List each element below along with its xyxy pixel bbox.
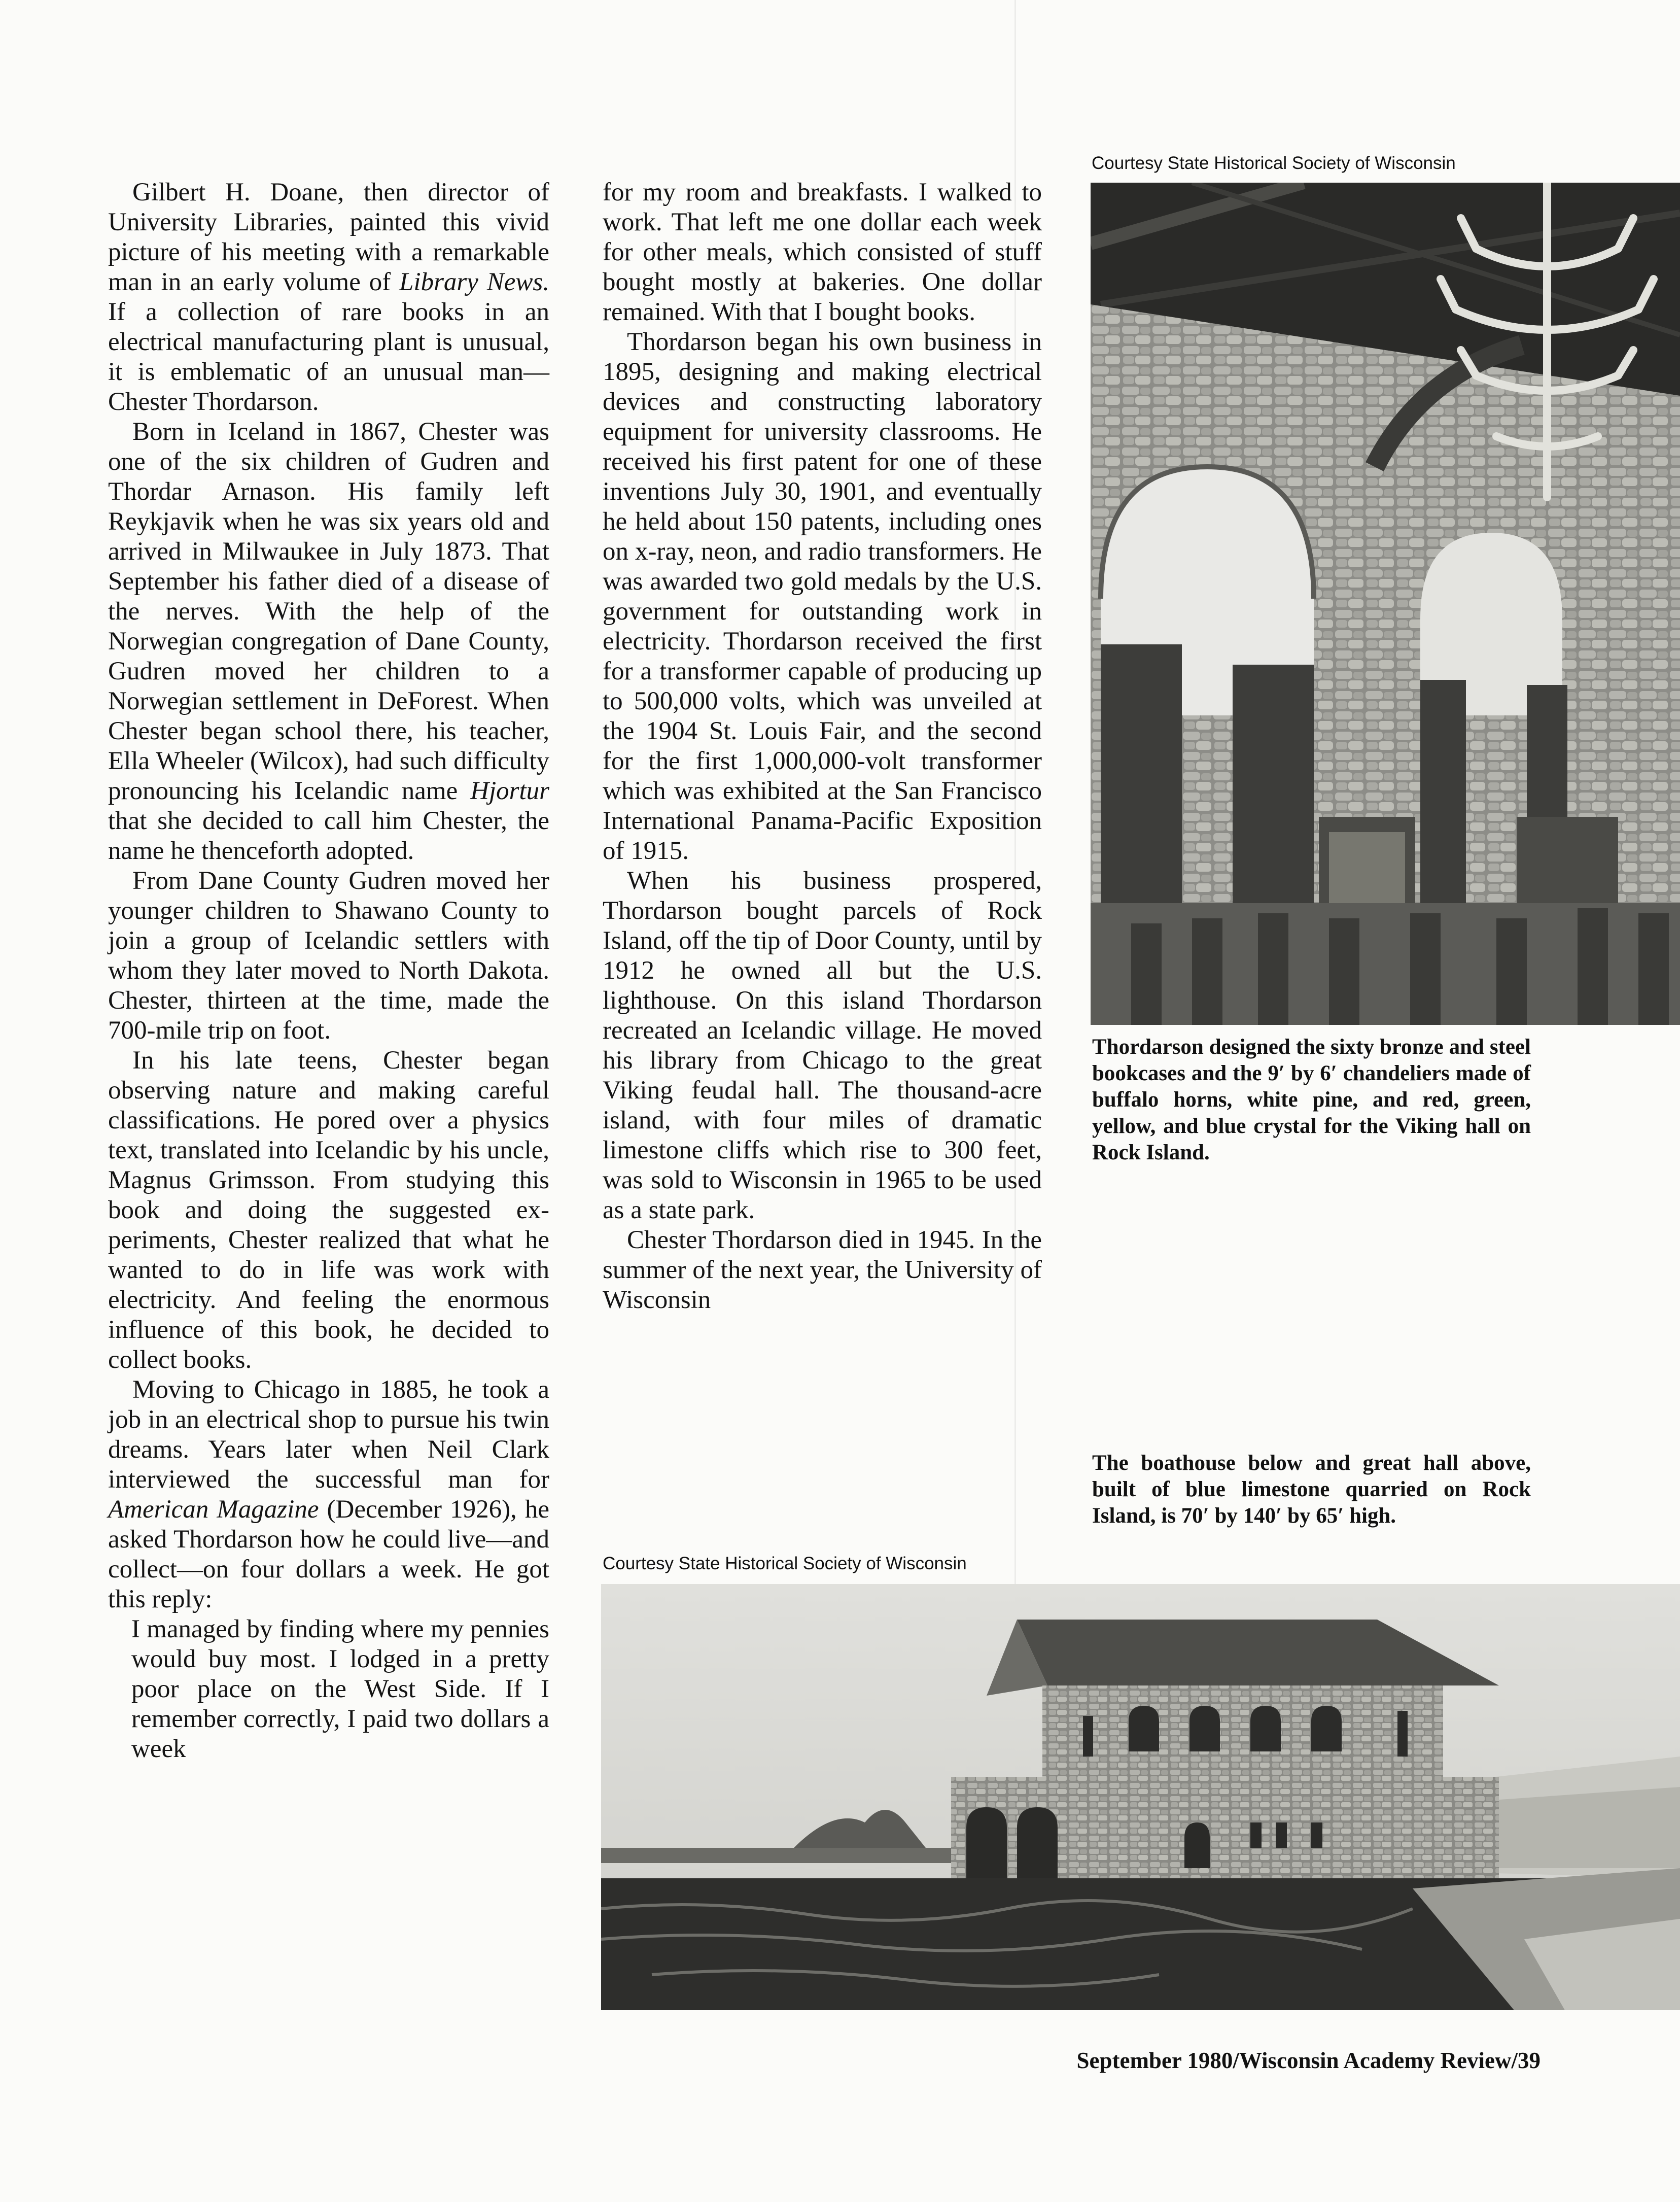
paragraph-5 — [108, 1375, 549, 1614]
paragraph-5-end: (December 1926), he asked Thordarson how he could live—and collect—on four dollars a week. He got this reply: — [108, 1495, 549, 1613]
boathouse-photo — [601, 1584, 1680, 2010]
boathouse-image — [601, 1584, 1680, 2010]
photo-credit-bottom: Courtesy State Historical Society of Wisconsin — [603, 1554, 967, 1573]
paragraph-1-text: Gilbert H. Doane, then director of University Libraries, painted this vivid picture of his meeting with a remarkable man in an early volume of — [108, 178, 549, 296]
photo-credit-top: Courtesy State Historical Society of Wisconsin — [1092, 153, 1456, 173]
caption-viking-hall: Thordarson designed the sixty bronze and steel bookcases and the 9′ by 6′ chandeliers made of buffalo horns, white pine, and red, green, yellow, and blue crystal for the Viking hall on Rock Island. — [1092, 1035, 1531, 1164]
viking-hall-photo — [1091, 183, 1680, 1025]
hjortur-name: Hjortur — [470, 777, 549, 805]
article-column-2 — [603, 178, 1042, 1315]
paragraph-7: When his business prospered, Thordarson bought parcels of Rock Island, off the tip of Door County, until by 1912 he owned all but the U.S. lighthouse. On this island Thordarson recreated an Icelandic village. He moved his library from Chicago to the great Viking feudal hall. The thousand-acre island, with four miles of dramatic limestone cliffs which rise to 300 feet, was sold to Wisconsin in 1965 to be used as a state park. — [603, 867, 1042, 1224]
page-footer: September 1980/Wisconsin Academy Review/39 — [1076, 2048, 1541, 2073]
caption-boathouse: The boathouse below and great hall above, built of blue limestone quarried on Rock Island, is 70′ by 140′ by 65′ high. — [1092, 1451, 1531, 1528]
block-quote: I managed by finding where my pennies would buy most. I lodged in a pretty poor place on the West Side. If I remember correctly, I paid two dollars a week — [131, 1615, 549, 1763]
paragraph-3: From Dane County Gudren moved her younger children to Shawano County to join a group of Icelandic settlers with whom they later moved to North Dakota. Chester, thirteen at the time, made the 700-mile trip on foot. — [108, 867, 549, 1045]
viking-hall-image — [1091, 183, 1680, 1025]
paragraph-4: In his late teens, Chester began observing nature and making careful classifications. He pored over a physics text, translated into Icelandic by his uncle, Magnus Grimsson. From studying this book and doing the suggested experiments, Chester realized that what he wanted to do in life was work with electricity. And feeling the enormous influence of this book, he decided to collect books. — [108, 1046, 549, 1374]
library-news-title: Library News. — [399, 268, 549, 296]
paragraph-2-text: Born in Iceland in 1867, Chester was one of the six children of Gudren and Thordar Arnason. His family left Reykjavik when he was six years old and arrived in Milwaukee in July 1873. That September his father died of a disease of the nerves. With the help of the Norwegian congregation of Dane County, Gudren moved her children to a Norwegian settlement in DeForest. When Chester began school there, his teacher, Ella Wheeler (Wilcox), had such difficulty pronouncing his Icelandic name — [108, 418, 549, 805]
quote-continuation: for my room and breakfasts. I walked to work. That left me one dollar each week for other meals, which consisted of stuff bought mostly at bakeries. One dollar remained. With that I bought books. — [603, 178, 1042, 326]
article-column-1 — [108, 178, 549, 1764]
paragraph-2-end: that she decided to call him Chester, the name he thenceforth adopted. — [108, 807, 549, 865]
paragraph-8: Chester Thordarson died in 1945. In the summer of the next year, the University of Wisconsin — [603, 1226, 1042, 1314]
paragraph-5-text: Moving to Chicago in 1885, he took a job in an electrical shop to pursue his twin dreams. Years later when Neil Clark interviewed the successful man for — [108, 1375, 549, 1494]
paragraph-1-end: If a collection of rare books in an electrical manufacturing plant is unusual, it is emblematic of an unusual man—Chester Thordarson. — [108, 298, 549, 416]
paragraph-6: Thordarson began his own business in 1895, designing and making electrical devices and constructing laboratory equipment for university classrooms. He received his first patent for one of these inventions July 30, 1901, and eventually he held about 150 patents, including ones on x-ray, neon, and radio transformers. He was awarded two gold medals by the U.S. government for outstanding work in electricity. Thordarson received the first for a transformer capable of producing up to 500,000 volts, which was unveiled at the 1904 St. Louis Fair, and the second for the first 1,000,000-volt transformer which was exhibited at the San Francisco International Panama-Pacific Exposition of 1915. — [603, 328, 1042, 865]
paragraph-2 — [108, 417, 549, 866]
american-magazine-title: American Magazine — [108, 1495, 319, 1524]
paragraph-1 — [108, 178, 549, 417]
